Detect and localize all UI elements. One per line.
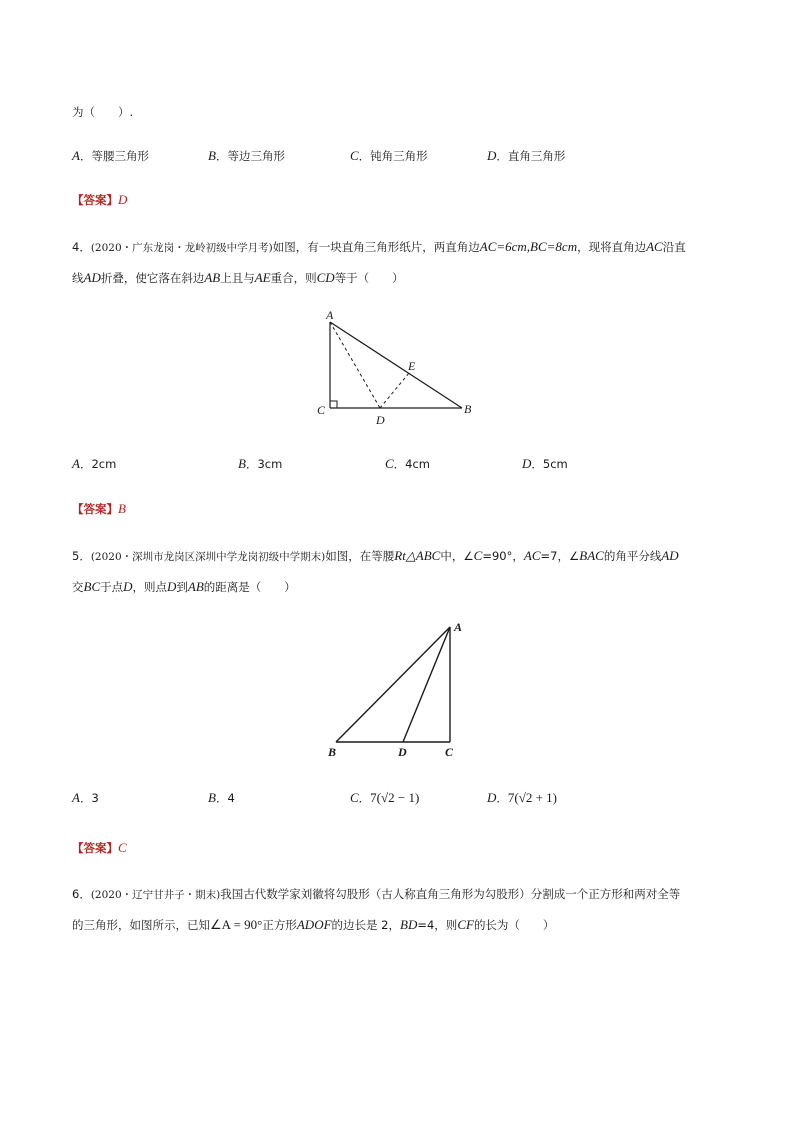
answer-label: 【答案】 <box>72 841 118 855</box>
q4-text: 沿直 <box>662 240 686 254</box>
option-letter: B <box>238 456 246 471</box>
question-source: (2020・深圳市龙岗区深圳中学龙岗初级中学期末) <box>90 551 326 563</box>
question-number: 4． <box>72 240 91 254</box>
fold-line-ad <box>330 322 380 408</box>
side-ab <box>336 627 450 742</box>
q5-figure <box>320 612 480 762</box>
q5-math: AB <box>187 579 204 594</box>
option-text: ．直角三角形 <box>496 149 566 163</box>
q4-math: AD <box>83 270 101 285</box>
q4-figure <box>300 300 500 435</box>
q4-line2 <box>72 270 404 286</box>
answer-value: C <box>118 840 127 855</box>
q5-option-b <box>208 790 235 806</box>
q4-text: 如图，有一块直角三角形纸片，两直角边 <box>272 240 480 254</box>
q5-option-d <box>487 790 557 806</box>
q5-line1 <box>72 548 679 565</box>
answer-label: 【答案】 <box>72 193 118 207</box>
question-source: (2020・辽宁甘井子・期末) <box>90 889 221 901</box>
q5-option-a <box>72 790 99 806</box>
q5-text: =7，∠ <box>540 549 580 563</box>
option-text: ．2cm <box>79 457 117 471</box>
q5-option-c <box>350 790 419 806</box>
q4-option-a <box>72 456 116 472</box>
option-letter: C <box>385 456 394 471</box>
label-a: A <box>326 308 334 322</box>
q6-line2 <box>72 917 554 933</box>
q4-text: ，现将直角边 <box>577 240 647 254</box>
label-e: E <box>408 359 416 373</box>
q3-option-a <box>72 148 149 164</box>
q5-text: ，则点 <box>132 580 168 594</box>
q5-math: D <box>167 579 177 594</box>
q4-option-c <box>385 456 430 472</box>
q4-math: AC <box>646 239 663 254</box>
option-math: 7(√2 + 1) <box>507 790 558 805</box>
question-source: (2020・广东龙岗・龙岭初级中学月考) <box>90 242 273 254</box>
option-text: ． <box>358 791 371 805</box>
q6-text: =4，则 <box>417 918 458 932</box>
side-ab <box>330 322 462 408</box>
q3-option-b <box>208 148 285 164</box>
option-letter: D <box>522 456 532 471</box>
option-letter: B <box>208 148 216 163</box>
label-b: B <box>464 402 472 416</box>
q5-text: 到 <box>176 580 188 594</box>
segment-de <box>380 373 409 408</box>
answer-label: 【答案】 <box>72 502 118 516</box>
option-text: ．3cm <box>245 457 283 471</box>
answer-value: D <box>118 192 128 207</box>
label-c: C <box>445 745 454 759</box>
option-letter: A <box>72 148 80 163</box>
option-text: ．4 <box>215 791 235 805</box>
q3-option-d <box>487 148 565 164</box>
q6-line1 <box>72 886 680 903</box>
option-letter: B <box>208 790 216 805</box>
option-letter: D <box>487 790 497 805</box>
q5-math: D <box>123 579 133 594</box>
q5-math: C <box>473 548 483 563</box>
bisector-ad <box>403 627 450 742</box>
q4-text: 重合，则 <box>270 271 317 285</box>
q6-text: 的三角形，如图所示，已知 <box>72 918 210 932</box>
q5-line2 <box>72 579 296 595</box>
label-d: D <box>376 413 385 427</box>
option-letter: D <box>487 148 497 163</box>
q6-math: ADOF <box>296 917 332 932</box>
option-text: ．钝角三角形 <box>358 149 428 163</box>
q5-text: 交 <box>72 580 84 594</box>
q6-math: ∠A = 90° <box>210 917 263 932</box>
right-angle-mark <box>330 401 337 408</box>
q5-math: AD <box>661 548 679 563</box>
q5-text: =90°， <box>482 549 524 563</box>
q6-text: 的长为（ ） <box>473 918 555 932</box>
q5-text: 的角平分线 <box>603 549 662 563</box>
q5-text: 的距离是（ ） <box>203 580 296 594</box>
option-text: ． <box>496 791 508 805</box>
question-number: 6． <box>72 887 91 901</box>
q6-text: 我国古代数学家刘徽将勾股形（古人称直角三角形为勾股形）分割成一个正方形和两对全等 <box>220 887 681 901</box>
q3-answer <box>72 192 127 208</box>
q4-math: AE <box>254 270 271 285</box>
label-b: B <box>328 745 337 759</box>
option-letter: A <box>72 456 80 471</box>
q5-text: 中，∠ <box>440 549 474 563</box>
q6-math: CF <box>457 917 474 932</box>
label-d: D <box>398 745 407 759</box>
q5-answer <box>72 840 127 856</box>
q6-math: BD <box>400 917 418 932</box>
answer-value: B <box>118 501 126 516</box>
q6-text: 的边长是 2， <box>331 918 401 932</box>
option-text: ．等腰三角形 <box>79 149 149 163</box>
label-c: C <box>317 403 326 417</box>
option-text: ．3 <box>79 791 99 805</box>
q4-text: 等于（ ） <box>334 271 404 285</box>
q5-math: BAC <box>579 548 604 563</box>
q4-answer <box>72 501 126 517</box>
q4-math: CD <box>316 270 335 285</box>
label-a: A <box>454 620 463 634</box>
option-letter: A <box>72 790 80 805</box>
q4-option-b <box>238 456 282 472</box>
option-text: ．4cm <box>393 457 431 471</box>
q4-option-d <box>522 456 568 472</box>
option-letter: C <box>350 790 359 805</box>
q5-math: Rt△ABC <box>394 548 441 563</box>
q4-text: 折叠，使它落在斜边 <box>100 271 205 285</box>
q4-text: 上且与 <box>220 271 255 285</box>
q6-text: 正方形 <box>262 918 297 932</box>
q4-math: AC=6cm,BC=8cm <box>479 239 578 254</box>
q4-math: AB <box>204 270 221 285</box>
q5-math: BC <box>83 579 101 594</box>
q4-text: 线 <box>72 271 84 285</box>
q3-option-c <box>350 148 428 164</box>
q5-text: 于点 <box>100 580 124 594</box>
q4-line1 <box>72 239 686 256</box>
option-text: ．等边三角形 <box>215 149 285 163</box>
option-text: ．5cm <box>531 457 568 471</box>
option-letter: C <box>350 148 359 163</box>
q3-tail <box>72 104 133 120</box>
option-math: 7(√2 − 1) <box>370 790 420 805</box>
q5-math: AC <box>523 548 541 563</box>
question-number: 5． <box>72 549 91 563</box>
q5-text: 如图，在等腰 <box>325 549 395 563</box>
q3-tail-text: 为（ ）. <box>72 105 134 119</box>
